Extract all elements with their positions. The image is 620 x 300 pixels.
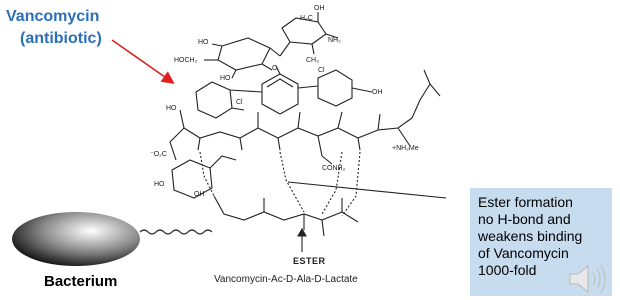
atom-cl-right: Cl [318, 67, 325, 74]
atom-conh2: CONH₂ [322, 165, 346, 172]
atom-oh-bottom: OH [194, 191, 205, 198]
atom-co2c: ⁻O₂C [150, 151, 167, 158]
title-vancomycin: Vancomycin [6, 8, 100, 25]
atom-cl-left: Cl [236, 99, 243, 106]
note-line: of Vancomycin [478, 245, 569, 261]
atom-o-link: O [272, 65, 278, 72]
structure-caption: Vancomycin-Ac-D-Ala-D-Lactate [214, 274, 358, 285]
atom-ho-sugar2: HO [220, 75, 231, 82]
note-line: no H-bond and [478, 211, 571, 227]
atom-nh2: NH₂ [328, 37, 341, 44]
atom-ho-left: HO [166, 105, 177, 112]
atom-oh-top: OH [314, 5, 325, 12]
atom-ho-bottom: HO [154, 181, 165, 188]
bacterium-shape [8, 208, 144, 270]
atom-nh2me: +NH₂Me [392, 145, 419, 152]
note-line: Ester formation [478, 194, 573, 210]
atom-hoch2: HOCH₂ [174, 57, 198, 64]
atom-oh-right: OH [372, 89, 383, 96]
title-antibiotic: (antibiotic) [20, 30, 102, 47]
atom-ho-sugar: HO [198, 39, 209, 46]
atom-ch3: CH₃ [306, 57, 319, 64]
ester-label: ESTER [293, 256, 326, 266]
atom-h3c: H₃C [300, 15, 313, 22]
note-line: 1000-fold [478, 262, 537, 278]
note-line: weakens binding [478, 228, 583, 244]
bacterium-label: Bacterium [44, 273, 118, 290]
speaker-icon[interactable] [566, 262, 610, 296]
